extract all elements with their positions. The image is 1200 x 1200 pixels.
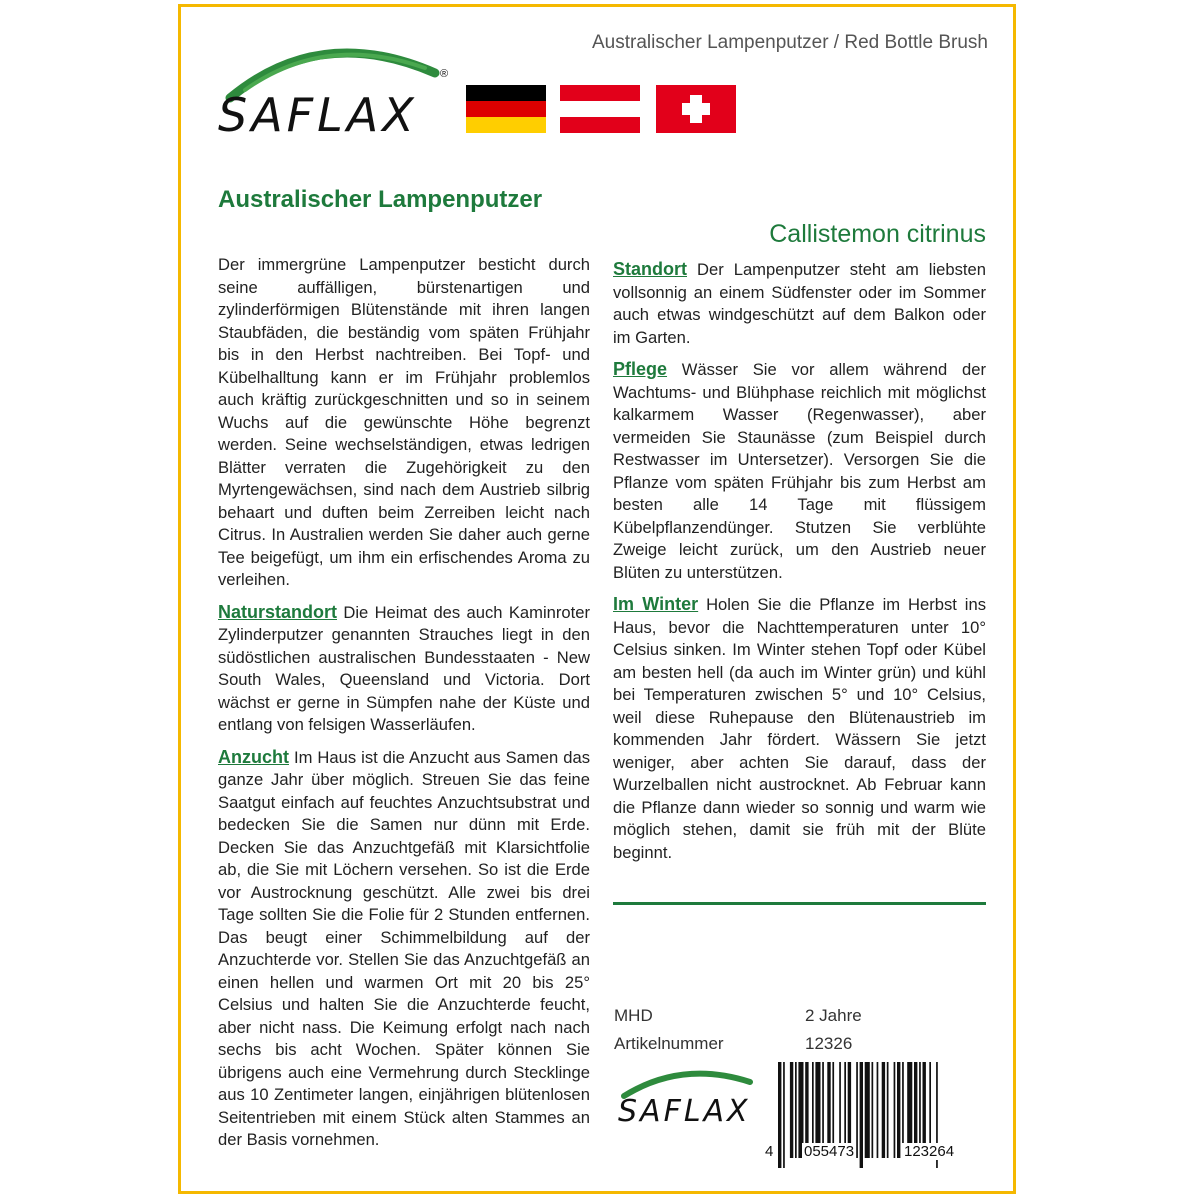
saflax-logo-small bbox=[612, 1062, 762, 1142]
mhd-value: 2 Jahre bbox=[805, 1006, 862, 1025]
anzucht-text: Im Haus ist die Anzucht aus Samen das ganze Jahr über möglich. Streuen Sie das feine Saatgut einfach auf feuchtes Anzuchtsubstrat und bedecken Sie die Samen nur dünn mit Erde. Decken Sie das Anzuchtgefäß mit Klarsichtfolie ab, die Sie mit Löchern versehen. So ist die Erde vor Austrocknung geschützt. Alle zwei bis drei Tage sollten Sie die Folie für 2 Stunden entfernen. Das beugt einer Schimmelbildung auf der Anzuchterde vor. Stellen Sie das Anzuchtgefäß an einen hellen und warmen Ort mit 20 bis 25° Celsius und halten Sie die Anzuchterde feucht, aber nicht nass. Die Keimung erfolgt nach nach sechs bis acht Wochen. Später können Sie übrigens auch eine Vermehrung durch Stecklinge aus 10 Zentimeter langen, einjährigen blütenlosen Seitentrieben mit einem Stück alten Stammes an der Basis vornehmen. bbox=[218, 747, 590, 1149]
barcode-bar bbox=[882, 1062, 885, 1158]
product-title-header: Australischer Lampenputzer / Red Bottle Brush bbox=[591, 32, 988, 53]
registered-mark: ® bbox=[440, 68, 449, 80]
barcode-bar bbox=[778, 1062, 781, 1168]
naturstandort-text: Die Heimat des auch Kaminroter Zylinderputzer genannten Strauches liegt in den südöstlichen australischen Bundesstaaten - New South Wales, Queensland und Victoria. Dort wächst er gerne in Sümpfen nahe der Küste und entlang von felsigen Wasserläufen. bbox=[218, 602, 590, 734]
standort-paragraph bbox=[613, 258, 986, 349]
winter-text: Holen Sie die Pflanze im Herbst ins Haus, bevor die Nachttemperaturen unter 10° Celsius sinken. Im Winter stehen Topf oder Kübel am besten hell (da auch im Winter grün) und kühl bei Temperaturen zwischen 5° und 10° Celsius, weil diese Ruhepause den Blütenaustrieb im kommenden Jahr fördert. Wässern Sie jetzt weniger, aber achten Sie darauf, dass der Wurzelballen nicht austrocknet. Ab Februar kann die Pflanze dann wieder so sonnig und warm wie möglich stehen, damit sie früh mit der Blüte beginnt. bbox=[613, 595, 986, 862]
anzucht-heading: Anzucht bbox=[218, 746, 289, 767]
standort-text: Der Lampenputzer steht am liebsten vollsonnig an einem Südfenster oder im Sommer auch etwas windgeschützt auf dem Balkon oder im Garten. bbox=[613, 260, 986, 347]
saflax-logo bbox=[210, 28, 460, 148]
barcode-bar bbox=[872, 1062, 874, 1158]
pflege-text: Wässer Sie vor allem während der Wachtums- und Blühphase reichlich mit möglichst kalkarmem Wasser (Regenwasser), aber vermeiden Sie Staunässe (zum Beispiel durch Restwasser im Untersetzer). Versorgen Sie die Pflanze vom späten Frühjahr bis zum Herbst am besten alle 14 Tage mit flüssigem Kübelpflanzendünger. Stutzen Sie verblühte Zweige leicht zurück, um den Austrieb neuer Blüten zu unterstützen. bbox=[613, 360, 986, 582]
article-number-label: Artikelnummer bbox=[614, 1034, 724, 1053]
barcode-bar bbox=[894, 1062, 896, 1158]
winter-heading: Im Winter bbox=[613, 594, 699, 614]
winter-paragraph bbox=[613, 593, 986, 864]
barcode-bar bbox=[865, 1062, 870, 1158]
barcode-bar bbox=[897, 1062, 900, 1158]
barcode-bar bbox=[856, 1062, 858, 1158]
barcode-digits-left: 055473 bbox=[804, 1143, 855, 1160]
anzucht-paragraph bbox=[218, 746, 590, 1152]
intro-paragraph: Der immergrüne Lampenputzer besticht durch seine auffälligen, bürstenartigen und zylinderförmigen Blütenstände mit ihren langen Staubfäden, die beständig vom späten Frühjahr bis in den Herbst nachtreiben. Bei Topf- und Kübelhalltung kann er im Frühjahr problemlos auch kräftig zurückgeschnitten und so in seinem Wuchs auf die gewünschte Höhe begrenzt werden. Seine wechselständigen, etwas ledrigen Blätter verraten die Zugehörigkeit zu den Myrtengewächsen, sind nach dem Austrieb silbrig behaart und duften beim Zerreiben leicht nach Citrus. In Australien werden Sie daher auch gerne Tee beigefügt, um ihm ein erfischendes Aroma zu verleihen. bbox=[218, 255, 590, 589]
barcode-bar bbox=[783, 1062, 785, 1168]
logo-text: SAFLAX bbox=[218, 88, 418, 142]
right-column bbox=[613, 258, 986, 873]
page-title: Australischer Lampenputzer bbox=[218, 186, 543, 213]
barcode-bar bbox=[877, 1062, 879, 1158]
barcode-digits-right: 123264 bbox=[904, 1143, 955, 1160]
switzerland-flag-icon bbox=[656, 85, 736, 133]
section-divider bbox=[613, 902, 986, 905]
logo-small-text: SAFLAX bbox=[618, 1094, 751, 1129]
left-column bbox=[218, 254, 590, 1161]
austria-flag-icon bbox=[560, 85, 640, 133]
barcode-bar bbox=[790, 1062, 793, 1158]
naturstandort-heading: Naturstandort bbox=[218, 601, 338, 622]
barcode-bar bbox=[860, 1062, 863, 1168]
barcode-bar bbox=[795, 1062, 797, 1158]
barcode-bar bbox=[887, 1062, 889, 1158]
germany-flag-icon bbox=[466, 85, 546, 133]
pflege-paragraph bbox=[613, 358, 986, 584]
naturstandort-paragraph bbox=[218, 601, 590, 737]
article-number-value: 12326 bbox=[805, 1034, 853, 1053]
barcode-digit-prefix: 4 bbox=[765, 1143, 774, 1160]
mhd-label: MHD bbox=[614, 1006, 653, 1025]
latin-name: Callistemon citrinus bbox=[769, 220, 986, 248]
standort-heading: Standort bbox=[613, 259, 687, 279]
pflege-heading: Pflege bbox=[613, 359, 668, 379]
